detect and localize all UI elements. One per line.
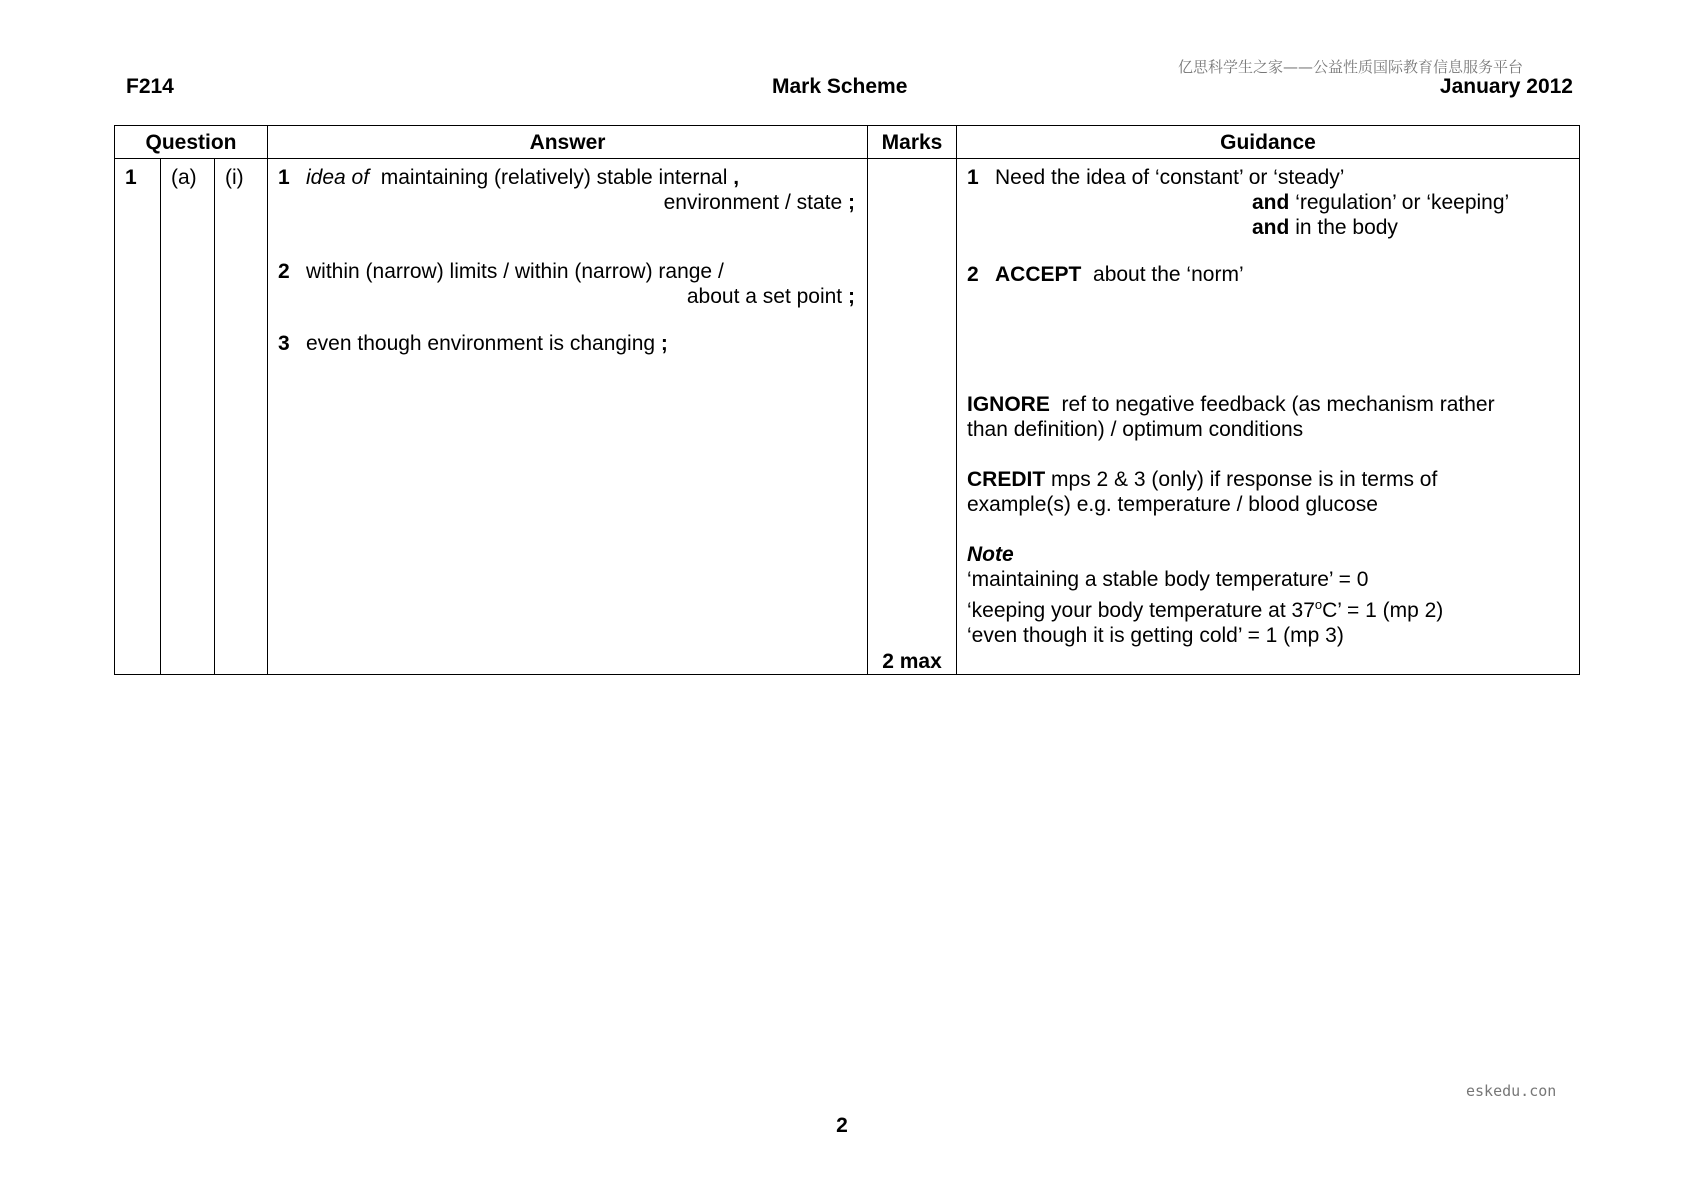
guidance-point-1-text-3: in the body (1295, 216, 1398, 239)
col-header-question: Question (115, 126, 268, 159)
answer-point-3 (278, 331, 857, 356)
guidance-ignore-keyword: IGNORE (967, 393, 1050, 416)
question-part: (a) (171, 166, 197, 189)
page-number: 2 (836, 1114, 848, 1137)
answer-point-1-continuation (278, 190, 857, 215)
answer-point-1-italic: idea of (306, 166, 370, 189)
answer-point-2-semicolon: ; (848, 285, 855, 308)
col-header-marks: Marks (868, 126, 957, 159)
guidance-note-3: ‘even though it is getting cold’ = 1 (mp 3) (967, 624, 1344, 647)
guidance-point-1-and-1 (967, 190, 1569, 215)
table-row (115, 159, 1580, 675)
guidance-point-2 (967, 262, 1569, 287)
guidance-cell (957, 159, 1580, 675)
guidance-point-2-number: 2 (967, 263, 979, 286)
guidance-note-2 (967, 592, 1569, 623)
table-header-row (115, 126, 1580, 159)
watermark-bottom: eskedu.con (1466, 1082, 1557, 1100)
answer-point-3-semicolon: ; (660, 332, 668, 355)
answer-point-1-semicolon: ; (848, 191, 855, 214)
mark-scheme-table (114, 125, 1580, 675)
question-part-cell (161, 159, 215, 675)
col-header-guidance: Guidance (957, 126, 1580, 159)
guidance-point-1 (967, 165, 1569, 190)
guidance-ignore-continuation: than definition) / optimum conditions (967, 418, 1304, 441)
paper-code: F214 (126, 75, 174, 98)
guidance-point-1-and-2 (967, 215, 1569, 240)
guidance-note-2-start: ‘keeping your body temperature at 37 (967, 599, 1315, 622)
answer-point-1-comma: , (733, 166, 740, 189)
answer-point-2-continuation (278, 284, 857, 309)
answer-point-1-cont-text: environment / state (663, 191, 843, 214)
answer-point-1-text: maintaining (relatively) stable internal (380, 166, 728, 189)
watermark-top: 亿思科学生之家——公益性质国际教育信息服务平台 (1178, 58, 1524, 76)
guidance-ignore-text: ref to negative feedback (as mechanism rather (1061, 393, 1495, 416)
answer-point-1-number: 1 (278, 166, 290, 189)
answer-point-2-cont-text: about a set point (686, 285, 843, 308)
guidance-credit-keyword: CREDIT (967, 468, 1046, 491)
exam-date: January 2012 (1439, 75, 1573, 98)
guidance-and-keyword-1: and (1252, 191, 1290, 214)
answer-point-1 (278, 165, 857, 190)
guidance-point-1-number: 1 (967, 166, 979, 189)
degree-superscript: o (1314, 597, 1323, 612)
answer-point-2-number: 2 (278, 260, 290, 283)
guidance-credit-text: mps 2 & 3 (only) if response is in terms of (1051, 468, 1438, 491)
guidance-point-1-text-2: ‘regulation’ or ‘keeping’ (1295, 191, 1510, 214)
guidance-note-title: Note (967, 543, 1014, 566)
answer-point-3-number: 3 (278, 332, 290, 355)
guidance-and-keyword-2: and (1252, 216, 1290, 239)
answer-point-2-text: within (narrow) limits / within (narrow) range / (306, 260, 724, 283)
question-subpart-cell (215, 159, 268, 675)
guidance-credit (967, 467, 1569, 492)
guidance-point-1-text: Need the idea of ‘constant’ or ‘steady’ (995, 166, 1345, 189)
guidance-accept-keyword: ACCEPT (995, 263, 1082, 286)
guidance-credit-continuation: example(s) e.g. temperature / blood glucose (967, 493, 1378, 516)
guidance-ignore (967, 392, 1569, 417)
question-number: 1 (125, 166, 137, 189)
guidance-point-2-text: about the ‘norm’ (1093, 263, 1244, 286)
guidance-note-1: ‘maintaining a stable body temperature’ = 0 (967, 568, 1369, 591)
marks-value: 2 max (882, 650, 942, 673)
question-subpart: (i) (225, 166, 244, 189)
marks-cell (868, 159, 957, 675)
question-number-cell (115, 159, 161, 675)
page-title: Mark Scheme (772, 75, 908, 98)
col-header-answer: Answer (268, 126, 868, 159)
guidance-note-2-end: C’ = 1 (mp 2) (1322, 599, 1444, 622)
answer-cell (268, 159, 868, 675)
answer-point-3-text: even though environment is changing (306, 332, 656, 355)
answer-point-2 (278, 259, 857, 284)
